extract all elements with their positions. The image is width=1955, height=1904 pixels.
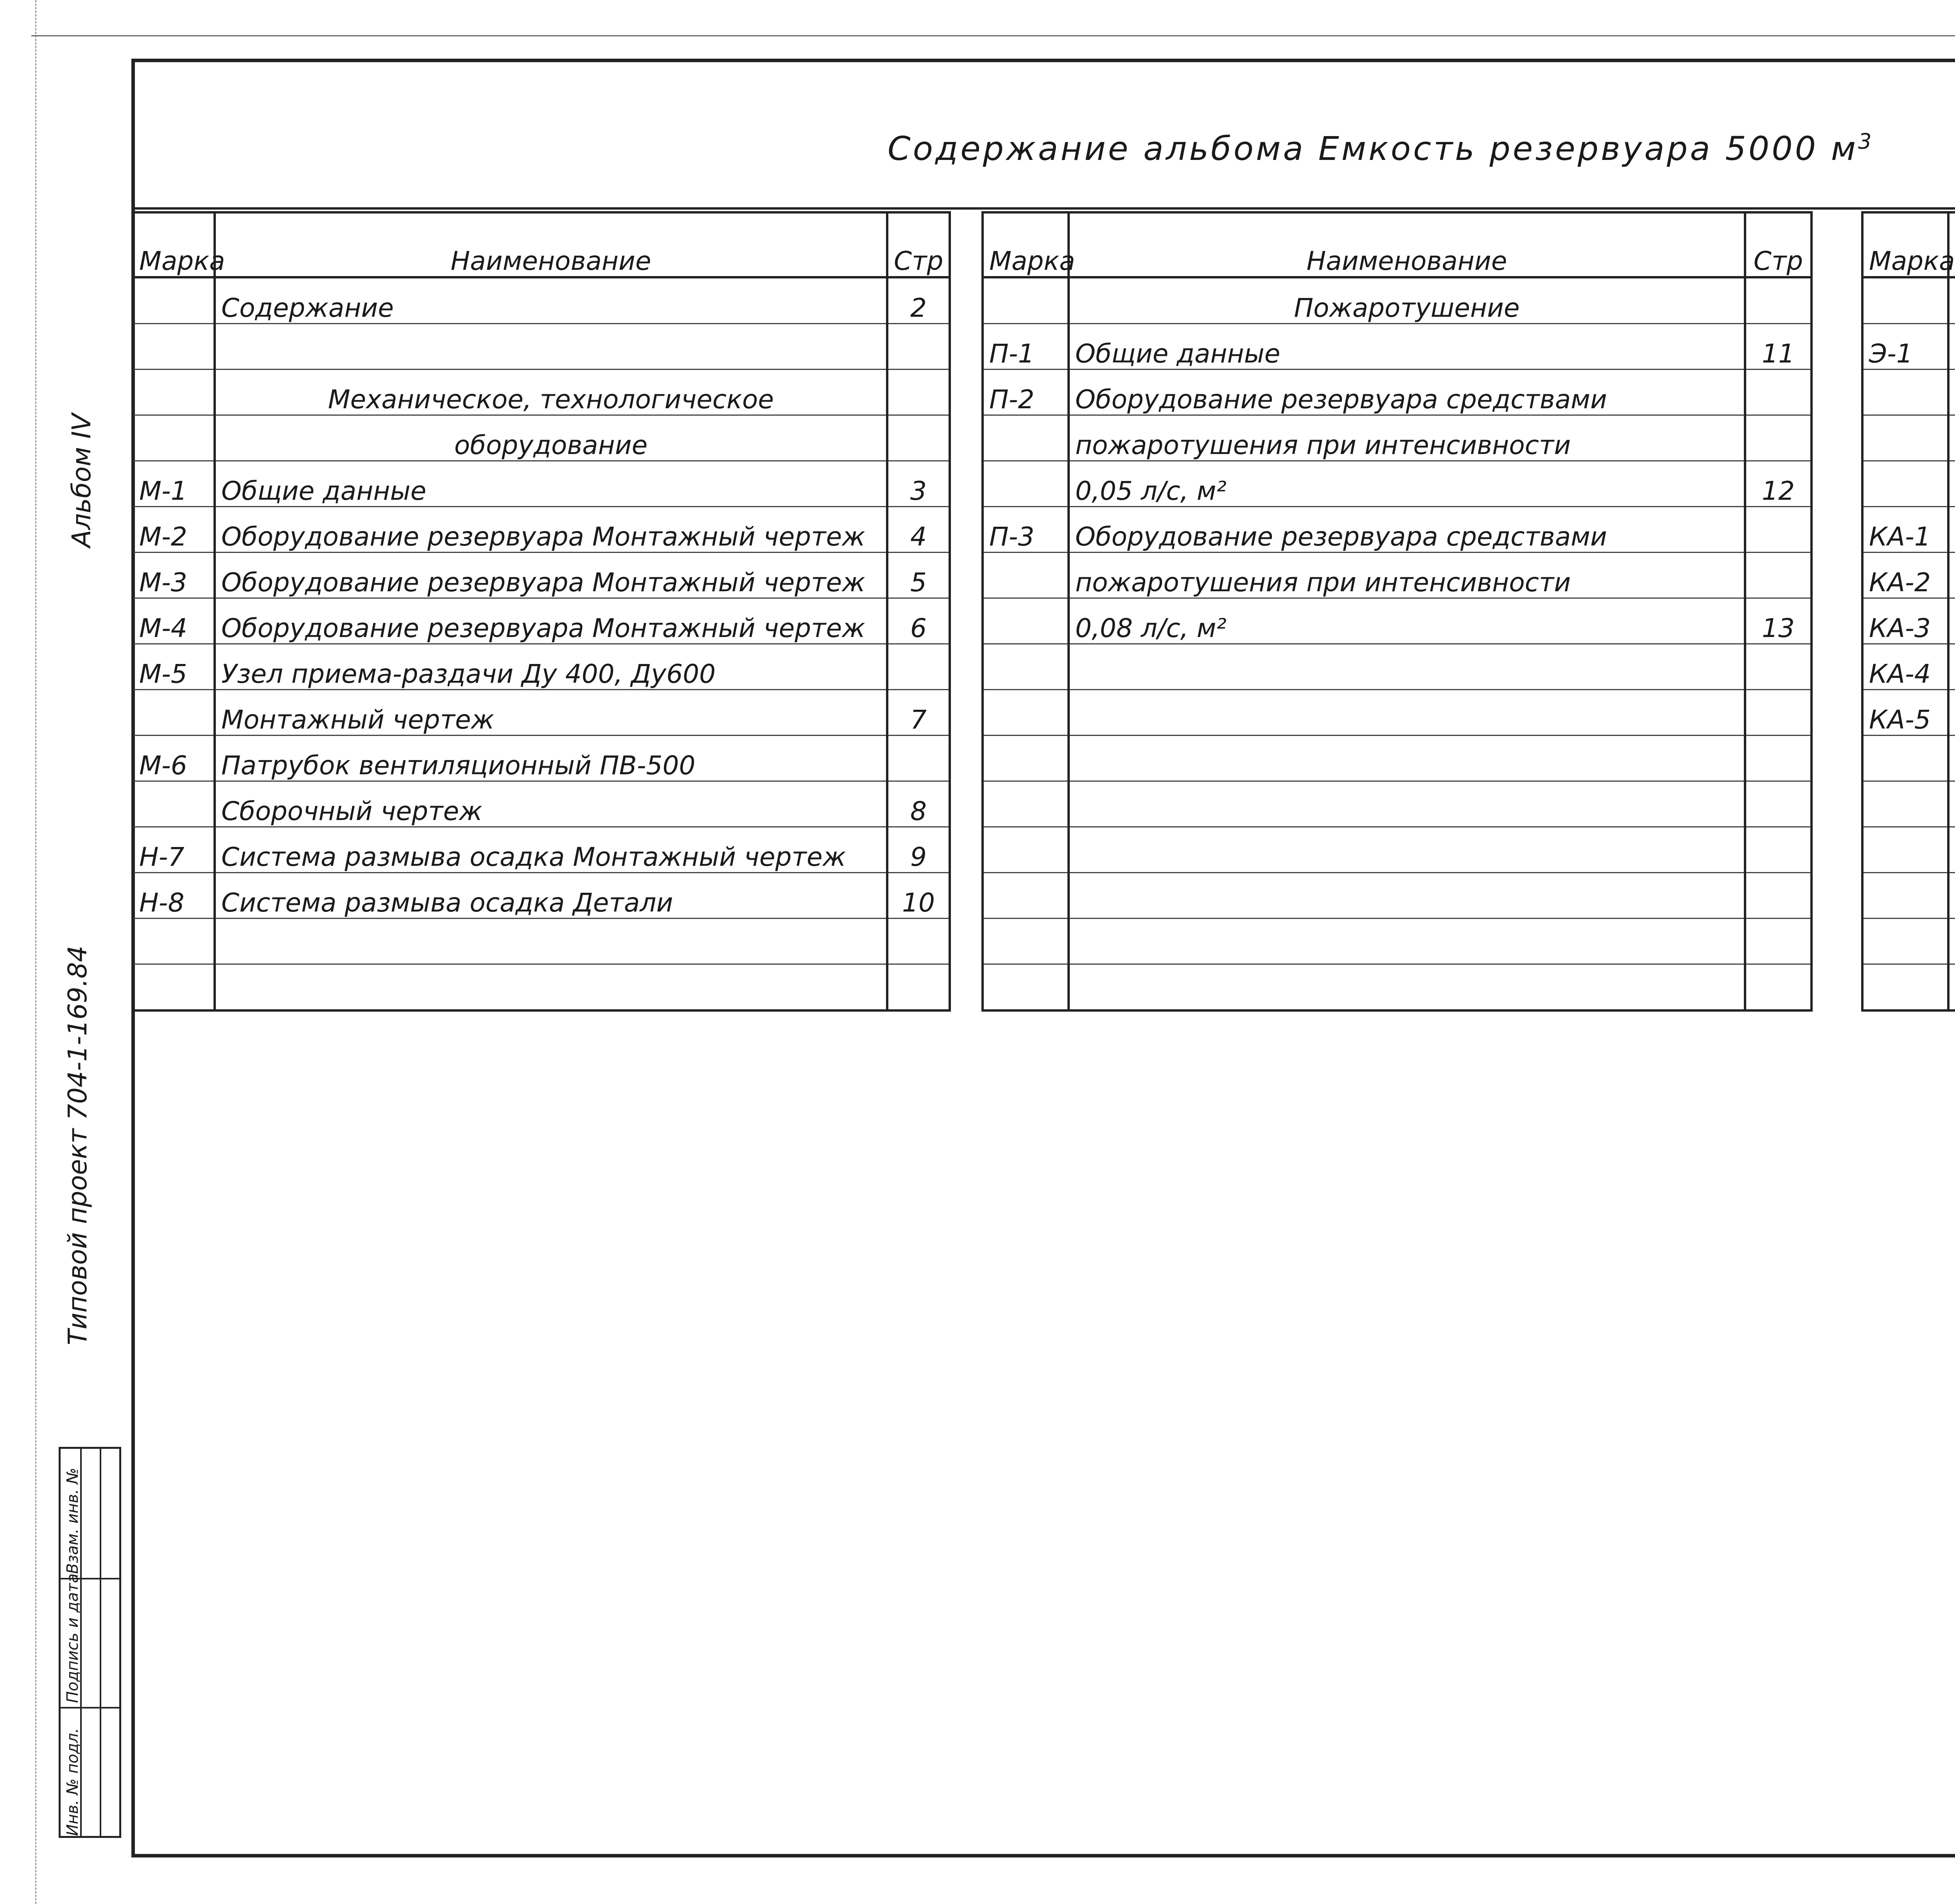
cell-page [887,644,950,690]
cell-mark: КА-1 [1862,507,1948,553]
header-page: Стр [1745,212,1812,277]
table-row [133,507,950,553]
cell-name [215,964,887,1011]
cell-mark [1862,873,1948,919]
cell-mark [983,553,1069,598]
cell-name: пожаротушения при интенсивности [1069,553,1745,598]
approval-stamp [59,1447,121,1838]
table-header-row [133,212,950,277]
table-row [133,873,950,919]
cell-mark: КА-2 [1862,553,1948,598]
cell-mark: М-3 [133,553,215,598]
cell-page [1745,827,1812,873]
cell-name [1069,644,1745,690]
table-row [983,324,1812,370]
table-row [983,736,1812,781]
cell-page: 5 [887,553,950,598]
cell-page [1745,964,1812,1011]
cell-name [1948,690,1955,736]
table-row [133,553,950,598]
table-row [1862,781,1955,827]
cell-name [1069,781,1745,827]
cell-page: 9 [887,827,950,873]
cell-page: 4 [887,507,950,553]
cell-mark: П-1 [983,324,1069,370]
cell-mark [983,827,1069,873]
binding-edge-line [35,0,36,1904]
cell-name [1948,827,1955,873]
table-row [133,919,950,964]
table-row [133,644,950,690]
cell-mark [983,919,1069,964]
project-number-label: Типовой проект 704-1-169.84 [63,946,93,1345]
table-row [983,873,1812,919]
table-row [133,370,950,415]
table-row [983,919,1812,964]
cell-mark [983,598,1069,644]
cell-name: Патрубок вентиляционный ПВ-500 [215,736,887,781]
table-row [983,598,1812,644]
table-row [1862,370,1955,415]
cell-name [1948,919,1955,964]
cell-name: Сборочный чертеж [215,781,887,827]
cell-mark [983,873,1069,919]
cell-mark: Э-1 [1862,324,1948,370]
table-header-row [1862,212,1955,277]
cell-name [1948,644,1955,690]
cell-name [215,919,887,964]
table-row [1862,690,1955,736]
cell-mark: М-2 [133,507,215,553]
cell-mark [1862,964,1948,1011]
table-row [133,690,950,736]
table-header-row [983,212,1812,277]
table-row [1862,964,1955,1011]
table-row [133,827,950,873]
table-row [133,781,950,827]
table-row [1862,415,1955,461]
table-row [1862,324,1955,370]
cell-name [1069,736,1745,781]
cell-name [1948,781,1955,827]
cell-name [1948,873,1955,919]
cell-page: 3 [887,461,950,507]
cell-page [1745,919,1812,964]
cell-page [887,370,950,415]
cell-name [1069,919,1745,964]
table-row [983,415,1812,461]
cell-mark [1862,827,1948,873]
cell-page: 11 [1745,324,1812,370]
cell-mark [133,277,215,324]
cell-name: Узел приема-раздачи Ду 400, Ду600 [215,644,887,690]
cell-name: 0,05 л/с, м² [1069,461,1745,507]
table-row [983,553,1812,598]
table-row [1862,873,1955,919]
cell-mark [133,370,215,415]
cell-mark [983,964,1069,1011]
table-row [1862,461,1955,507]
cell-mark [983,415,1069,461]
cell-name [1069,827,1745,873]
table-row [983,781,1812,827]
cell-page: 10 [887,873,950,919]
cell-mark [133,415,215,461]
cell-name: 0,08 л/с, м² [1069,598,1745,644]
cell-mark [983,277,1069,324]
cell-name: Монтажный чертеж [215,690,887,736]
cell-name [1948,277,1955,324]
cell-page [1745,644,1812,690]
table-row [1862,644,1955,690]
top-margin-marks [31,12,1955,36]
cell-name [1948,461,1955,507]
cell-mark [983,781,1069,827]
header-name: Наименование [215,212,887,277]
header-mark: Марка [1862,212,1948,277]
table-row [133,415,950,461]
table-row [983,370,1812,415]
cell-name [1948,964,1955,1011]
cell-name: Содержание [215,277,887,324]
cell-name: Пожаротушение [1069,277,1745,324]
cell-name [1948,415,1955,461]
cell-name [1948,553,1955,598]
cell-page: 7 [887,690,950,736]
cell-name: Система размыва осадка Детали [215,873,887,919]
stamp-label-replace: Взам. инв. № [64,1468,82,1574]
cell-mark [983,736,1069,781]
cell-name: Система размыва осадка Монтажный чертеж [215,827,887,873]
table-row [1862,827,1955,873]
table-row [133,324,950,370]
cell-page: 2 [887,277,950,324]
cell-name: Оборудование резервуара Монтажный чертеж [215,598,887,644]
cell-name: Оборудование резервуара средствами [1069,507,1745,553]
cell-mark [983,644,1069,690]
table-row [1862,277,1955,324]
cell-name [1069,690,1745,736]
table-row [983,277,1812,324]
cell-name [1069,873,1745,919]
cell-mark: П-2 [983,370,1069,415]
cell-mark [1862,919,1948,964]
cell-name: оборудование [215,415,887,461]
title-text: Содержание альбома Емкость резервуара 5000 м [888,129,1858,168]
album-contents-title [888,129,1874,168]
stamp-label-inv: Инв. № подл. [64,1728,82,1836]
cell-mark [1862,370,1948,415]
cell-mark: КА-5 [1862,690,1948,736]
stamp-divider [100,1449,101,1836]
header-mark: Марка [983,212,1069,277]
table-row [983,964,1812,1011]
cell-mark [133,781,215,827]
cell-page [1745,553,1812,598]
cell-name: Общие данные [215,461,887,507]
table-row [1862,507,1955,553]
header-name: Наименование [1069,212,1745,277]
cell-page: 12 [1745,461,1812,507]
cell-mark: КА-3 [1862,598,1948,644]
cell-page [887,415,950,461]
table-row [983,507,1812,553]
cell-mark [983,461,1069,507]
cell-mark [1862,277,1948,324]
cell-mark: КА-4 [1862,644,1948,690]
cell-name: Общие данные [1069,324,1745,370]
cell-page [887,919,950,964]
contents-table-3 [1861,211,1955,1012]
cell-name: пожаротушения при интенсивности [1069,415,1745,461]
cell-page [1745,736,1812,781]
cell-mark: М-4 [133,598,215,644]
header-page: Стр [887,212,950,277]
title-divider [131,207,1955,210]
cell-page: 8 [887,781,950,827]
cell-page [1745,781,1812,827]
title-superscript: 3 [1858,129,1874,154]
table-row [983,827,1812,873]
table-row [983,461,1812,507]
table-row [133,461,950,507]
cell-name: Оборудование резервуара Монтажный чертеж [215,553,887,598]
contents-table-1 [131,211,951,1012]
cell-name [1948,370,1955,415]
cell-page [1745,415,1812,461]
cell-mark [983,690,1069,736]
cell-mark: М-1 [133,461,215,507]
cell-mark [133,919,215,964]
cell-name: Оборудование резервуара Монтажный чертеж [215,507,887,553]
cell-mark: П-3 [983,507,1069,553]
cell-mark [1862,415,1948,461]
table-row [1862,736,1955,781]
cell-mark: Н-8 [133,873,215,919]
table-row [1862,598,1955,644]
cell-mark: Н-7 [133,827,215,873]
cell-mark [1862,736,1948,781]
cell-mark [133,324,215,370]
cell-mark [133,690,215,736]
cell-page [1745,690,1812,736]
table-row [1862,553,1955,598]
cell-mark [1862,781,1948,827]
cell-page [1745,873,1812,919]
album-label: Альбом IV [66,413,97,547]
cell-page [1745,507,1812,553]
table-row [133,598,950,644]
cell-name [1948,324,1955,370]
contents-table-2 [981,211,1813,1012]
cell-page [1745,370,1812,415]
cell-page [887,736,950,781]
cell-name [1948,598,1955,644]
cell-page [1745,277,1812,324]
header-mark: Марка [133,212,215,277]
cell-page [887,964,950,1011]
table-row [133,277,950,324]
cell-mark [1862,461,1948,507]
stamp-divider [61,1707,119,1708]
table-row [1862,919,1955,964]
cell-mark: М-6 [133,736,215,781]
cell-name [1948,736,1955,781]
table-row [983,644,1812,690]
cell-name: Механическое, технологическое [215,370,887,415]
table-row [133,736,950,781]
cell-mark: М-5 [133,644,215,690]
cell-page: 13 [1745,598,1812,644]
cell-page [887,324,950,370]
cell-name: Оборудование резервуара средствами [1069,370,1745,415]
cell-mark [133,964,215,1011]
cell-page: 6 [887,598,950,644]
cell-name [1069,964,1745,1011]
cell-name [215,324,887,370]
table-row [983,690,1812,736]
stamp-label-signature: Подпись и дата [64,1573,82,1703]
table-row [133,964,950,1011]
cell-name [1948,507,1955,553]
